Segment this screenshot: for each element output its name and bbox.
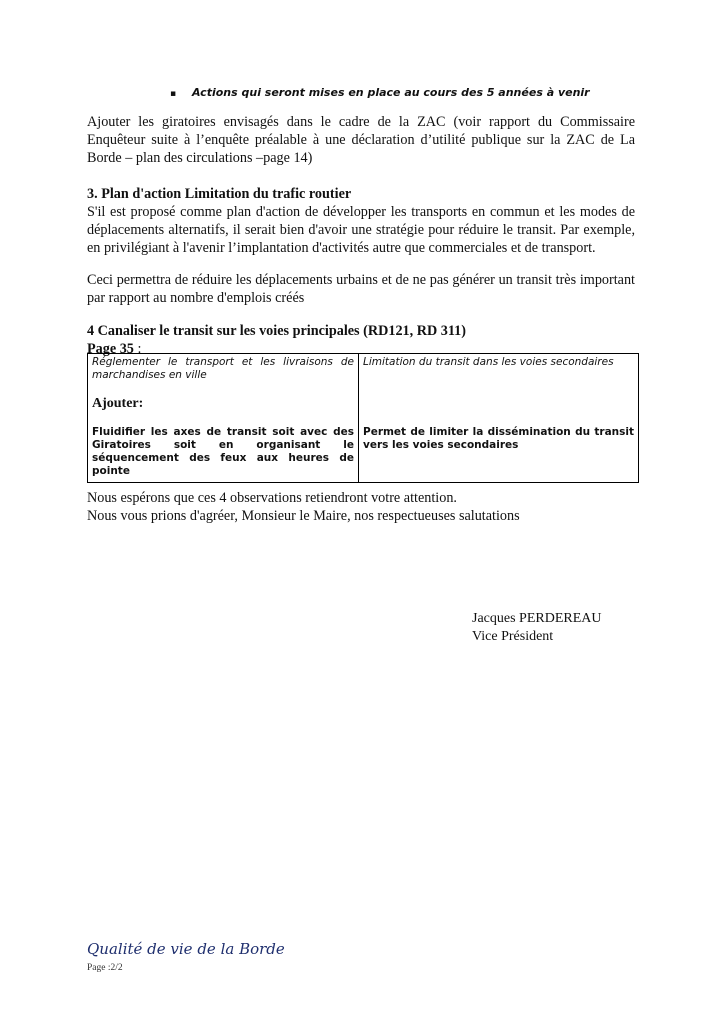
bullet-item — [170, 86, 590, 99]
footer-page-number: Page :2/2 — [87, 963, 123, 973]
closing-line-1: Nous espérons que ces 4 observations retiendront votre attention. — [87, 490, 457, 506]
paragraph-reduce-travel: Ceci permettra de réduire les déplacements urbains et de ne pas générer un transit très important par rapport au nombre d'emplois créés — [87, 272, 635, 306]
table-cell-left — [88, 354, 359, 483]
right-intro: Limitation du transit dans les voies secondaires — [363, 356, 614, 368]
footer-organization: Qualité de vie de la Borde — [87, 940, 285, 958]
ajouter-label: Ajouter: — [92, 396, 144, 411]
table-cell-right — [359, 354, 639, 483]
section-heading-4: 4 Canaliser le transit sur les voies principales (RD121, RD 311) — [87, 323, 466, 339]
actions-table — [87, 353, 639, 483]
page-reference-label: Page 35 — [87, 341, 134, 357]
signature-block — [472, 610, 602, 646]
left-action: Fluidifier les axes de transit soit avec des Giratoires soit en organisant le séquencement des feux aux heures de pointe — [92, 426, 354, 477]
bullet-text: Actions qui seront mises en place au cours des 5 années à venir — [192, 86, 590, 99]
paragraph-giratoires: Ajouter les giratoires envisagés dans le cadre de la ZAC (voir rapport du Commissaire Enquêteur suite à l’enquête préalable à une déclaration d’utilité publique sur la ZAC de La Borde – plan des circulations –page 14) — [87, 114, 635, 166]
table-row — [88, 354, 639, 483]
left-intro: Réglementer le transport et les livraisons de marchandises en ville — [92, 356, 354, 381]
section-heading-3: 3. Plan d'action Limitation du trafic routier — [87, 186, 352, 202]
paragraph-transit-strategy: S'il est proposé comme plan d'action de développer les transports en commun et les modes de déplacements alternatifs, il serait bien d'avoir une stratégie pour réduire le transit. Par exemple, en privilégiant à l'avenir l’implantation d'activités autre que commerciales et de transport. — [87, 204, 635, 256]
closing-block — [87, 489, 635, 525]
right-action: Permet de limiter la dissémination du transit vers les voies secondaires — [363, 426, 634, 451]
signature-name: Jacques PERDEREAU — [472, 611, 602, 626]
signature-title: Vice Président — [472, 629, 554, 644]
closing-line-2: Nous vous prions d'agréer, Monsieur le Maire, nos respectueuses salutations — [87, 508, 520, 524]
page-reference-colon: : — [133, 341, 142, 357]
square-bullet-icon: ▪ — [170, 89, 177, 99]
